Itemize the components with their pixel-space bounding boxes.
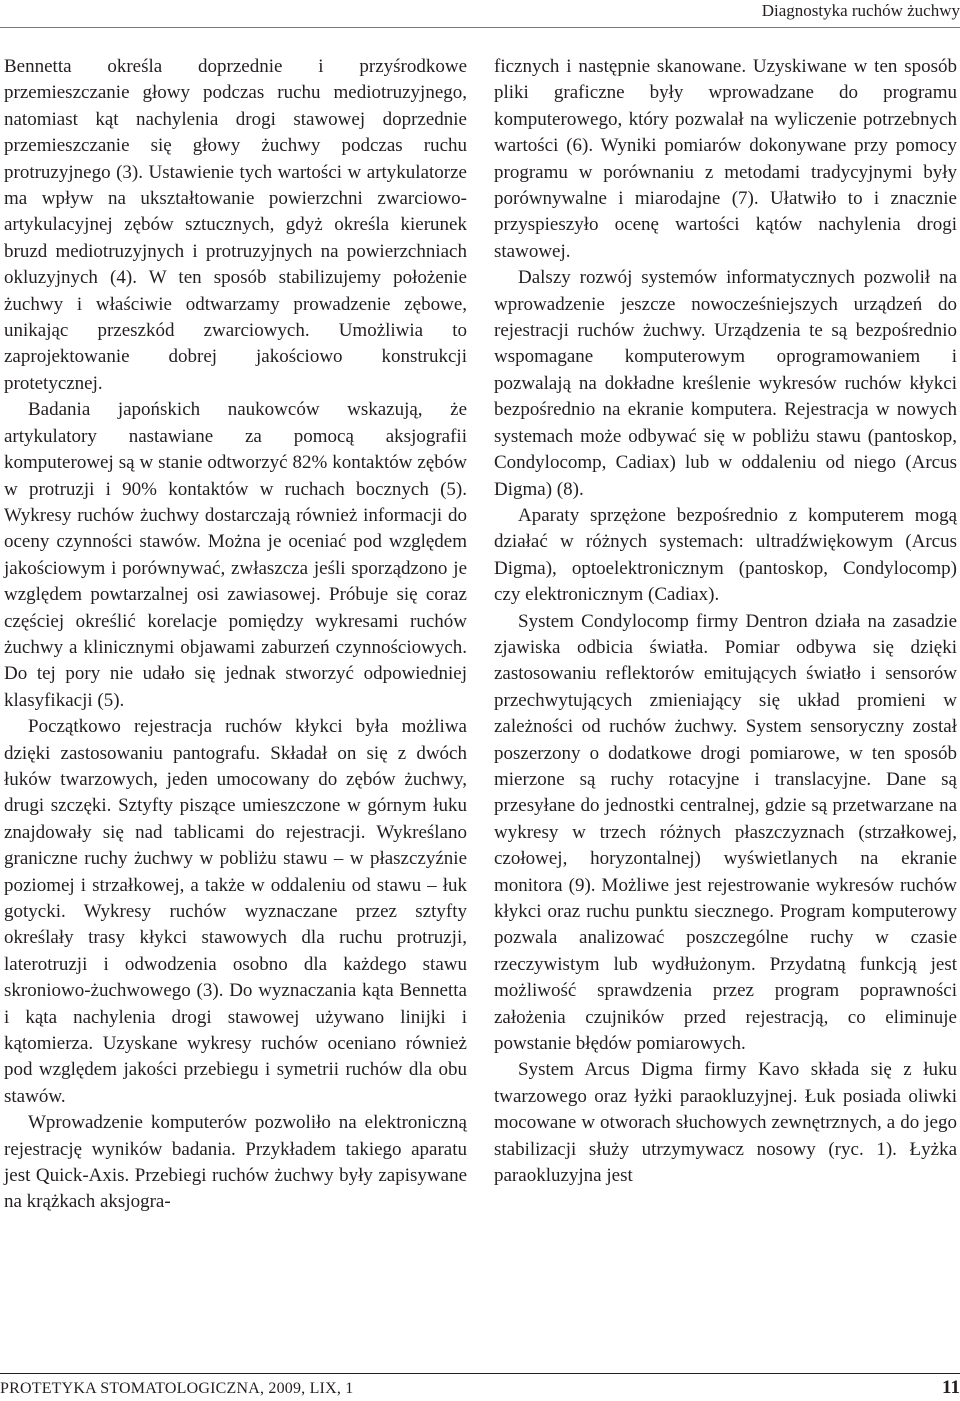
paragraph: Początkowo rejestracja ruchów kłykci była możliwa dzięki zastosowaniu pantografu. Składał on się z dwóch łuków twarzowych, jeden umocowany do zębów żuchwy, drugi szczęki. Sztyfty piszące umieszczone w górnym łuku znajdowały się nad tablicami do rejestracji. Wykreślano graniczne ruchy żuchwy w pobliżu stawu – w płaszczyźnie poziomej i strzałkowej, a także w oddaleniu od stawu – łuk gotycki. Wykresy ruchów wyznaczane przez sztyfty określały trasy kłykci stawowych dla ruchu protruzji, laterotruzji i odwodzenia osobno dla każdego stawu skroniowo-żuchwowego (3). Do wyznaczania kąta Bennetta i kąta nachylenia drogi stawowej używano linijki i kątomierza. Uzyskane wykresy ruchów oceniano również pod względem jakości przebiegu i symetrii ruchów dla obu stawów.: [4, 716, 467, 1107]
paragraph: Wprowadzenie komputerów pozwoliło na elektroniczną rejestrację wyników badania. Przykładem takiego aparatu jest Quick-Axis. Przebiegi ruchów żuchwy były zapisywane na krążkach aksjogra-: [4, 1112, 467, 1213]
paragraph: Aparaty sprzężone bezpośrednio z komputerem mogą działać w różnych systemach: ultradźwiękowym (Arcus Digma), optoelektronicznym (pantoskop, Condylocomp) czy elektronicznym (Cadiax).: [494, 504, 957, 606]
header-rule: [0, 27, 960, 28]
right-column: [494, 54, 957, 1189]
footer-rule: [0, 1373, 960, 1374]
paragraph: Badania japońskich naukowców wskazują, że artykulatory nastawiane za pomocą aksjografii komputerowej są w stanie odtworzyć 82% kontaktów zębów w protruzji i 90% kontaktów w ruchach bocznych (5). Wykresy ruchów żuchwy dostarczają również informacji do oceny czynności stawów. Można je oceniać pod względem jakościowym i porównywać, zwłaszcza jeśli sporządzono je względem powtarzalnej osi zawiasowej. Próbuje się coraz częściej określić korelacje pomiędzy wykresami ruchów żuchwy a klinicznymi objawami zaburzeń czynnościowych. Do tej pory nie udało się jednak stworzyć odpowiedniej klasyfikacji (5).: [4, 399, 467, 711]
paragraph: System Arcus Digma firmy Kavo składa się z łuku twarzowego oraz łyżki paraokluzyjnej. Łuk posiada oliwki mocowane w otworach słuchowych zewnętrznych, a do jego stabilizacji służy utrzymywacz nosowy (ryc. 1). Łyżka paraokluzyjna jest: [494, 1059, 957, 1187]
paragraph: ficznych i następnie skanowane. Uzyskiwane w ten sposób pliki graficzne były wprowadzane do programu komputerowego, który pozwalał na wyliczenie potrzebnych wartości (6). Wyniki pomiarów dokonywane przy pomocy programu w porównaniu z metodami tradycyjnymi były porównywalne i miarodajne (7). Ułatwiło to i znacznie przyspieszyło ocenę wartości kątów nachylenia drogi stawowej.: [494, 56, 957, 262]
running-title: Diagnostyka ruchów żuchwy: [761, 1, 960, 20]
page-number: 11: [942, 1377, 960, 1398]
journal-citation: PROTETYKA STOMATOLOGICZNA, 2009, LIX, 1: [0, 1380, 354, 1397]
paragraph: Dalszy rozwój systemów informatycznych pozwolił na wprowadzenie jeszcze nowocześniejszych urządzeń do rejestracji ruchów żuchwy. Urządzenia te są bezpośrednio wspomagane komputerowym oprogramowaniem i pozwalają na dokładne kreślenie wykresów ruchów kłykci bezpośrednio na ekranie komputera. Rejestracja w nowych systemach może odbywać się w pobliżu stawu (pantoskop, Condylocomp, Cadiax) lub w oddaleniu od niego (Arcus Digma) (8).: [494, 267, 957, 500]
paragraph: System Condylocomp firmy Dentron działa na zasadzie zjawiska odbicia światła. Pomiar odbywa się dzięki zastosowaniu reflektorów emitujących światło i sensorów przechwytujących zmieniający się układ promieni w zależności od ruchów żuchwy. System sensoryczny został poszerzony o dodatkowe drogi pomiarowe, w ten sposób mierzone są ruchy rotacyjne i translacyjne. Dane są przesyłane do jednostki centralnej, gdzie są przetwarzane na wykresy w trzech różnych płaszczyznach (strzałkowej, czołowej, horyzontalnej) wyświetlanych na ekranie monitora (9). Możliwe jest rejestrowanie wykresów ruchów kłykci oraz ruchu punktu siecznego. Program komputerowy pozwala analizować poszczególne ruchy w czasie rzeczywistym lub wydłużonym. Przydatną funkcją jest możliwość sprawdzenia przez program poprawności założenia czujników przed rejestracją, co eliminuje powstanie błędów pomiarowych.: [494, 610, 957, 1055]
left-column: [4, 54, 467, 1216]
paragraph: Bennetta określa doprzednie i przyśrodkowe przemieszczanie głowy podczas ruchu mediotruzyjnego, natomiast kąt nachylenia drogi stawowej doprzednie przemieszczanie się głowy żuchwy podczas ruchu protruzyjnego (3). Ustawienie tych wartości w artykulatorze ma wpływ na ukształtowanie powierzchni zwarciowo-artykulacyjnej zębów sztucznych, gdyż określa kierunek bruzd mediotruzyjnych i protruzyjnych na powierzchniach okluzyjnych (4). W ten sposób stabilizujemy położenie żuchwy i właściwie odtwarzamy prowadzenie zębowe, unikając przeszkód zwarciowych. Umożliwia to zaprojektowanie dobrej jakościowo konstrukcji protetycznej.: [4, 56, 467, 394]
